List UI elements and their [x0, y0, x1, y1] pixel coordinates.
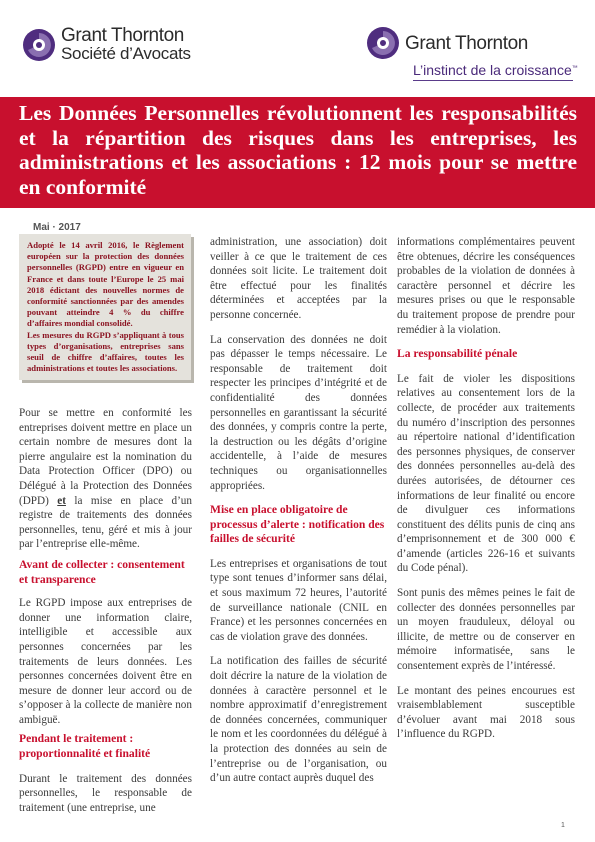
grant-thornton-logo	[366, 26, 528, 60]
intro-summary	[27, 240, 184, 374]
column-2-paragraph-3: Les entreprises et organisations de tout type sont tenues d’informer sans délai, et sous maximum 72 heures, l’autorité de surveillance nationale (CNIL en France) et les personnes concernées en cas de violation grave des données.	[210, 557, 387, 643]
column-1-paragraph-2: Le RGPD impose aux entreprises de donner une information claire, intelligible et accessible aux personnes concernées par les traitements de leurs données. Les personnes concernées doivent être en mesure de donner leur accord ou de s’opposer à la collecte de manière non ambiguë.	[19, 597, 192, 726]
column-2	[210, 235, 387, 786]
heading-consentement: Avant de collecter : consentement et transparence	[19, 557, 185, 586]
column-3-paragraph-3: Sont punis des mêmes peines le fait de collecter des données personnelles par un moyen frauduleux, déloyal ou illicite, de mettre ou de conserver en mémoire informatisée, sans le consentement exprès de l’intéressé.	[397, 587, 575, 673]
heading-responsabilite-penale: La responsabilité pénale	[397, 347, 518, 361]
publication-date: Mai · 2017	[33, 222, 81, 233]
column-3-paragraph-2: Le fait de violer les dispositions relatives au consentement lors de la collecte, de procéder aux traitements du numéro d’inscription des personnes au répertoire national d’identification des personnes physiques, de conserver des données personnelles au-delà des durées autorisées, de détourner ces informations de leur finalité ou encore de divulguer ces informations constituent des délits punis de cinq ans d’emprisonnement et de 300 000 € d’amende (articles 226-16 et suivants du Code pénal).	[397, 372, 575, 575]
column-2-paragraph-1: administration, une association) doit veiller à ce que le traitement de ces données soit licite. Le traitement doit être effectué pour les finalités déterminées et acceptées par la personne concernée.	[210, 236, 387, 321]
page-title: Les Données Personnelles révolutionnent les responsabilités et la répartition des risques dans les entreprises, les administrations et les associations : 12 mois pour se mettre en conformité	[19, 101, 577, 199]
logo-tagline: L’instinct de la croissance™	[413, 62, 578, 78]
heading-processus-alerte: Mise en place obligatoire de processus d’alerte : notification des failles de sécurité	[210, 503, 385, 546]
column-3	[397, 235, 575, 742]
grant-thornton-logo-mark-icon	[22, 28, 56, 62]
page-number: 1	[561, 822, 565, 829]
tagline-underline	[413, 80, 573, 81]
column-1-paragraph-1: Pour se mettre en conformité les entreprises doivent mettre en place un certain nombre de mesures dont la pierre angulaire est la nomination du Data Protection Officer (DPO) ou Délégué à la Protection des Données (DPD) et la mise en place d’un registre de traitements des données personnelles, tenu, géré et mis à jour par l’entreprise elle-même.	[19, 407, 192, 551]
intro-paragraph-1: Adopté le 14 avril 2016, le Règlement européen sur la protection des données personnelles (RGPD) entre en vigueur en France et dans toute l’Europe le 25 mai 2018 édictant des nouvelles normes de conformité sanctionnées par des amendes pouvant atteindre 4 % du chiffre d’affaires mondial consolidé.	[27, 240, 184, 329]
logo-right-name: Grant Thornton	[405, 32, 528, 54]
column-2-paragraph-4: La notification des failles de sécurité doit décrire la nature de la violation de données à caractère personnel et le nombre approximatif d’enregistrement de données concernées, communiquer le nom et les coordonnées du délégué à la protection des données au sein de l’entreprise ou de l’organisation, ou d’un autre contact auprès duquel des	[210, 655, 387, 785]
grant-thornton-logo-mark-icon	[366, 26, 400, 60]
column-1	[19, 406, 192, 815]
emphasis-et: et	[57, 494, 66, 507]
logo-left-name: Grant Thornton	[61, 25, 184, 46]
logo-left-subtitle: Société d’Avocats	[61, 44, 191, 63]
intro-paragraph-2: Les mesures du RGPD s’appliquant à tous types d’organisations, entreprises sans seuil de chiffre d’affaires, toutes les administrations et toutes les associations.	[27, 329, 184, 374]
column-2-paragraph-2: La conservation des données ne doit pas dépasser le temps nécessaire. Le responsable de traitement doit respecter les principes d’intégrité et de confidentialité des données personnelles en garantissant la sécurité des données, y compris contre la perte, la destruction ou les dégâts d’origine accidentelle, à l’aide de mesures techniques ou organisationnelles appropriées.	[210, 333, 387, 492]
column-3-paragraph-1: informations complémentaires peuvent être obtenues, décrire les conséquences probables de la violation de données à caractère personnel et décrire les mesures prises ou que le responsable du traitement propose de prendre pour remédier à la violation.	[397, 236, 575, 336]
column-1-paragraph-3: Durant le traitement des données personnelles, le responsable de traitement (une entreprise, une	[19, 772, 192, 814]
grant-thornton-avocats-logo	[22, 26, 191, 63]
column-3-paragraph-4: Le montant des peines encourues est vraisemblablement susceptible d’évoluer avant mai 2018 sous l’influence du RGPD.	[397, 684, 575, 741]
heading-proportionnalite: Pendant le traitement : proportionnalité et finalité	[19, 732, 151, 761]
